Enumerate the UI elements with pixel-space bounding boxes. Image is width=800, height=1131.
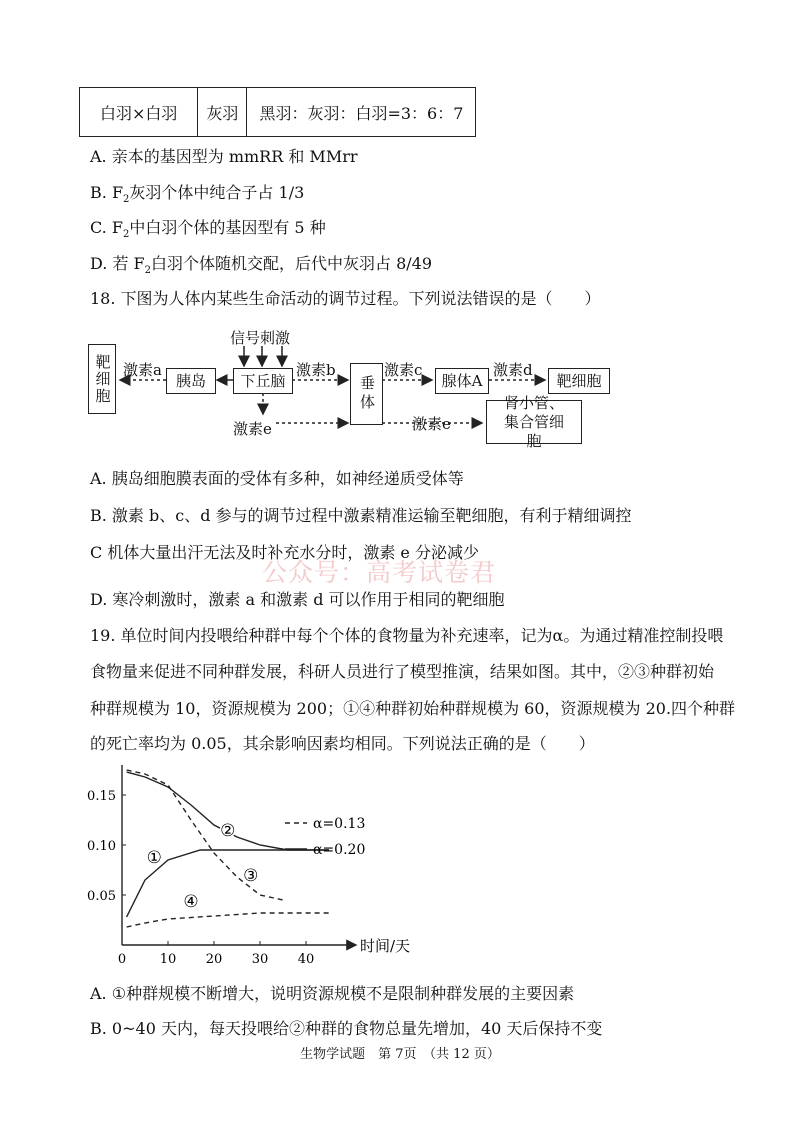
target-cell-left-box: 靶细胞 <box>88 344 116 414</box>
series-label: ④ <box>183 892 199 912</box>
q18-option-d: D. 寒冷刺激时，激素 a 和激素 d 可以作用于相同的靶细胞 <box>90 590 505 609</box>
watermark: 公众号：高考试卷君 <box>262 558 497 587</box>
signal-label: 信号刺激 <box>230 329 291 347</box>
series-label: ② <box>220 821 236 841</box>
x-axis-label: 时间/天 <box>360 937 411 955</box>
cross-cell: 白羽×白羽 <box>80 88 198 137</box>
hormone-a-label: 激素a <box>123 361 162 379</box>
x-tick-label: 40 <box>297 952 315 967</box>
q17-option-b: B. $F_2$灰羽个体中纯合子占 1/3 <box>90 183 305 206</box>
q19-option-b: B. 0~40 天内，每天投喂给②种群的食物总量先增加，40 天后保持不变 <box>90 1019 603 1038</box>
x-tick-label: 20 <box>205 952 223 967</box>
q18-stem: 18. 下图为人体内某些生命活动的调节过程。下列说法错误的是（ ） <box>90 289 601 308</box>
islet-box: 胰岛 <box>166 368 216 394</box>
y-tick-label: 0.05 <box>87 889 116 904</box>
hormone-e-right-label: 激素e <box>412 415 451 433</box>
diagram-arrows <box>0 0 800 460</box>
target-cell-right-box: 靶细胞 <box>548 368 610 394</box>
x-tick-label: 30 <box>251 952 269 967</box>
f1-cell: 灰羽 <box>198 88 247 137</box>
legend-label: α=0.20 <box>313 842 366 858</box>
series-label: ③ <box>243 866 259 886</box>
q18-option-a: A. 胰岛细胞膜表面的受体有多种，如神经递质受体等 <box>90 469 464 488</box>
legend-label: α=0.13 <box>313 816 366 832</box>
hormone-b-label: 激素b <box>296 361 336 379</box>
y-tick-label: 0.10 <box>87 839 116 854</box>
q19-stem-line-2: 食物量来促进不同种群发展，科研人员进行了模型推演，结果如图。其中，②③种群初始 <box>90 662 715 681</box>
pituitary-box: 垂体 <box>350 363 383 425</box>
page-footer: 生物学试题 第 7页 （共 12 页） <box>300 1047 500 1062</box>
hypothalamus-box: 下丘脑 <box>233 368 293 394</box>
kidney-box: 肾小管、集合管细胞 <box>486 400 582 444</box>
gland-a-box: 腺体A <box>435 368 489 394</box>
q19-option-a: A. ①种群规模不断增大，说明资源规模不是限制种群发展的主要因素 <box>90 984 575 1003</box>
q19-stem-line-4: 的死亡率均为 0.05，其余影响因素均相同。下列说法正确的是（ ） <box>90 734 595 753</box>
q17-option-c: C. $F_2$中白羽个体的基因型有 5 种 <box>90 218 326 241</box>
q18-option-c: C 机体大量出汗无法及时补充水分时，激素 e 分泌减少 <box>90 543 479 562</box>
q17-option-d: D. 若 $F_2$白羽个体随机交配，后代中灰羽占 8/49 <box>90 254 433 277</box>
f2-cell: 黑羽：灰羽：白羽=3：6：7 <box>247 88 476 137</box>
series-label: ① <box>146 848 162 868</box>
series-line-③ <box>127 770 283 900</box>
q19-stem-line-1: 19. 单位时间内投喂给种群中每个个体的食物量为补充速率，记为α。为通过精准控制投喂 <box>90 626 724 645</box>
series-line-④ <box>127 913 329 927</box>
hormone-e-left-label: 激素e <box>233 420 272 438</box>
q18-option-b: B. 激素 b、c、d 参与的调节过程中激素精准运输至靶细胞，有利于精细调控 <box>90 506 632 525</box>
x-tick-label: 10 <box>159 952 177 967</box>
q19-stem-line-3: 种群规模为 10，资源规模为 200；①④种群初始种群规模为 60，资源规模为 20.四个种群 <box>90 699 736 718</box>
hormone-c-label: 激素c <box>384 361 423 379</box>
hormone-d-label: 激素d <box>493 361 533 379</box>
y-tick-label: 0.15 <box>87 789 116 804</box>
x-tick-label: 0 <box>117 952 127 967</box>
q17-option-a: A. 亲本的基因型为 mmRR 和 MMrr <box>90 147 358 166</box>
birth-rate-chart <box>70 765 450 985</box>
